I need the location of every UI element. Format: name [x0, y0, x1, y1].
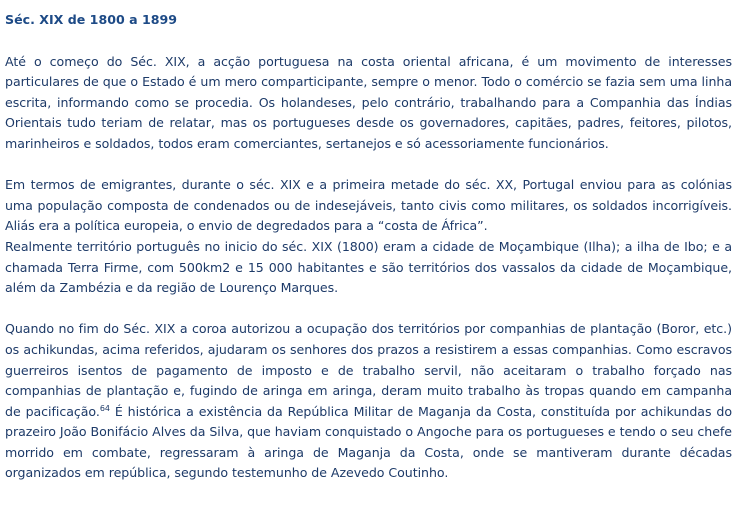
paragraph-3: Realmente território português no inicio do séc. XIX (1800) eram a cidade de Moçambique (Ilha); a ilha de Ibo; e a chamada Terra Firme, com 500km2 e 15 000 habitantes e são territórios dos vassalos da cidade de Moçambique, além da Zambézia e da região de Lourenço Marques. — [5, 238, 732, 296]
footnote-reference[interactable]: 64 — [99, 403, 110, 413]
paragraph-spacer — [5, 155, 732, 176]
paragraph-4-text-end: É histórica a existência da República Militar de Maganja da Costa, constituída por achikundas do prazeiro João Bonifácio Alves da Silva, que haviam conquistado o Angoche para os portugueses e tendo o seu chefe morrido em combate, regressaram à aringa de Maganja da Costa, onde se mantiveram durante décadas organizados em república, segundo testemunho de Azevedo Coutinho. — [5, 403, 732, 481]
paragraph-4-text-start: Quando no fim do Séc. XIX a coroa autorizou a ocupação dos territórios por companhias de plantação (Boror, etc.) os achikundas, acima referidos, ajudaram os senhores dos prazos a resistirem a essas companhias. Como escravos guerreiros isentos de pagamento de imposto e de trabalho servil, não aceitaram o trabalho forçado nas companhias de plantação e, fugindo de aringa em aringa, deram muito trabalho às tropas quando em campanha de pacificação. — [5, 321, 732, 419]
paragraph-spacer — [5, 299, 732, 320]
paragraph-1: Até o começo do Séc. XIX, a acção portuguesa na costa oriental africana, é um movimento de interesses particulares de que o Estado é um mero comparticipante, sempre o menor. Todo o comércio se fazia sem uma linha escrita, informando como se procedia. Os holandeses, pelo contrário, trabalhando para a Companhia das Índias Orientais tudo teriam de relatar, mas os portugueses desde os governadores, capitães, padres, feitores, pilotos, marinheiros e soldados, todos eram comerciantes, sertanejos e só acessoriamente funcionários. — [5, 53, 732, 151]
paragraph-2: Em termos de emigrantes, durante o séc. XIX e a primeira metade do séc. XX, Portugal enviou para as colónias uma população composta de condenados ou de indesejáveis, tanto civis como militares, os soldados incorrigíveis. Aliás era a política europeia, o envio de degredados para a “costa de África”. — [5, 177, 732, 234]
paragraph-4 — [5, 319, 732, 484]
section-heading: Séc. XIX de 1800 a 1899 — [5, 12, 178, 27]
